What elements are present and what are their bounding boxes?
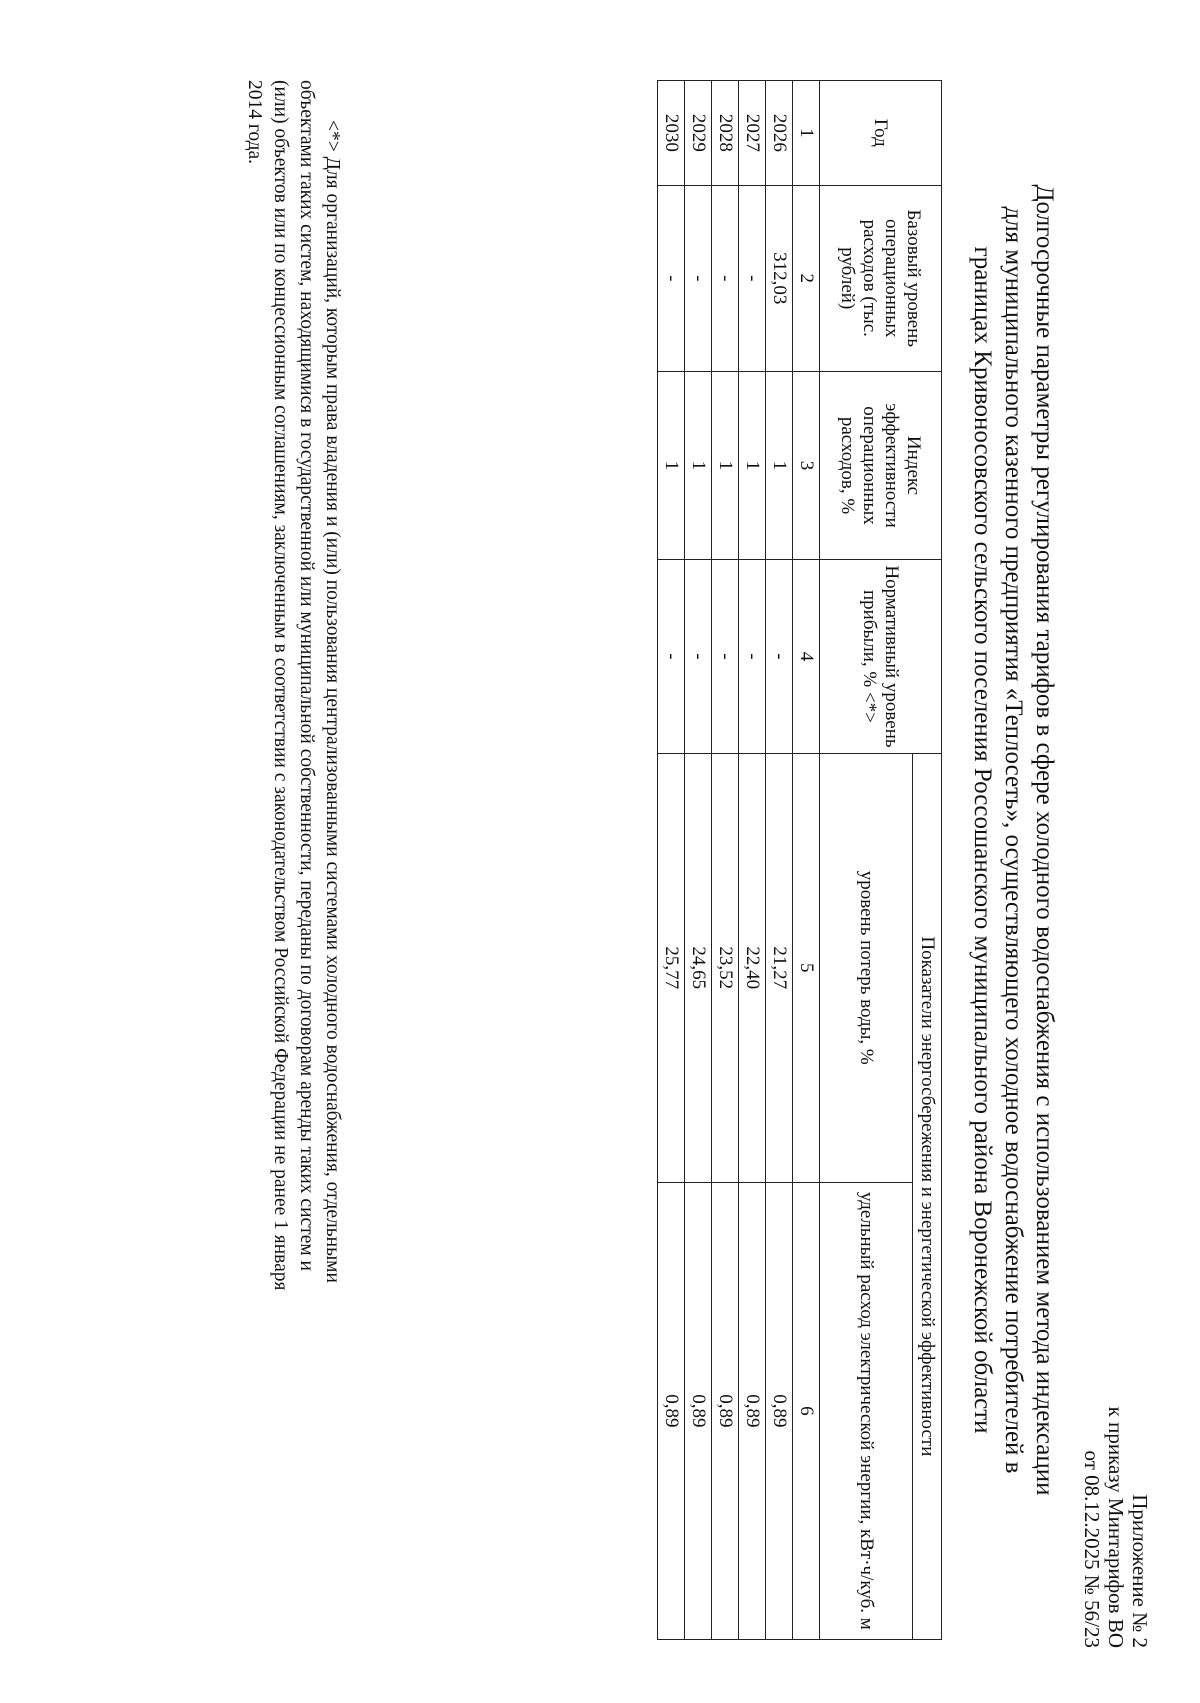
- header-year: Год: [820, 81, 942, 186]
- title-line-3: границах Кривоносовского сельского поселения Россошанского муниципального района Воронежской области: [969, 246, 996, 1434]
- cell-energy: 0,89: [685, 1182, 712, 1639]
- cell-energy: 0,89: [712, 1182, 739, 1639]
- cell-index: 1: [658, 371, 685, 559]
- title-line-2: для муниципального казенного предприятия «Теплосеть», осуществляющего холодное водоснабжение потребителей в: [1000, 206, 1027, 1474]
- cell-year: 2029: [685, 81, 712, 186]
- cell-water-loss: 25,77: [658, 753, 685, 1182]
- cell-index: 1: [739, 371, 766, 559]
- cell-water-loss: 21,27: [766, 753, 793, 1182]
- footnote-line-1: <*> Для организаций, которым права владения и (или) пользования централизованными системами холодного водоснабжения, отдельными: [322, 120, 343, 1283]
- col-number: 4: [793, 560, 820, 754]
- appendix-date: от 08.12.2025 № 56/23: [1080, 1450, 1104, 1648]
- footnote-line-3: (или) объектов или по концессионным соглашениям, заключенным в соответствии с законодательством Российской Федерации не ранее 1 января: [270, 80, 291, 1291]
- cell-water-loss: 24,65: [685, 753, 712, 1182]
- parameters-table: [657, 80, 942, 1640]
- cell-energy: 0,89: [739, 1182, 766, 1639]
- column-numbers-row: [793, 81, 820, 1640]
- cell-water-loss: 23,52: [712, 753, 739, 1182]
- cell-energy: 0,89: [766, 1182, 793, 1639]
- cell-index: 1: [685, 371, 712, 559]
- cell-profit: -: [766, 560, 793, 754]
- cell-energy: 0,89: [658, 1182, 685, 1639]
- cell-year: 2030: [658, 81, 685, 186]
- cell-profit: -: [685, 560, 712, 754]
- header-energy-consumption: удельный расход электрической энергии, кВт·ч/куб. м: [820, 1182, 913, 1639]
- appendix-order: к приказу Минтарифов ВО: [1104, 1406, 1128, 1648]
- cell-base: 312,03: [766, 185, 793, 371]
- cell-profit: -: [658, 560, 685, 754]
- table-row: [766, 81, 793, 1640]
- col-number: 2: [793, 185, 820, 371]
- cell-base: -: [685, 185, 712, 371]
- cell-profit: -: [739, 560, 766, 754]
- table-row: [685, 81, 712, 1640]
- header-profit-level: Нормативный уровень прибыли, % <*>: [820, 560, 942, 754]
- col-number: 5: [793, 753, 820, 1182]
- cell-water-loss: 22,40: [739, 753, 766, 1182]
- header-water-loss: уровень потерь воды, %: [820, 753, 913, 1182]
- footnote-line-4: 2014 года.: [244, 80, 265, 165]
- table-row: [658, 81, 685, 1640]
- cell-index: 1: [712, 371, 739, 559]
- header-base-expenses: Базовый уровень операционных расходов (тыс. рублей): [820, 185, 942, 371]
- header-energy-group: Показатели энергосбережения и энергетической эффективности: [913, 753, 942, 1639]
- header-row-1: [913, 81, 942, 1640]
- cell-index: 1: [766, 371, 793, 559]
- footnote-line-2: объектами таких систем, находящимися в государственной или муниципальной собственности, переданы по договорам аренды таких систем и: [296, 80, 317, 1271]
- col-number: 1: [793, 81, 820, 186]
- cell-year: 2028: [712, 81, 739, 186]
- header-efficiency-index: Индекс эффективности операционных расходов, %: [820, 371, 942, 559]
- cell-year: 2027: [739, 81, 766, 186]
- cell-base: -: [658, 185, 685, 371]
- cell-base: -: [739, 185, 766, 371]
- cell-year: 2026: [766, 81, 793, 186]
- appendix-reference: [1080, 1407, 1152, 1648]
- col-number: 6: [793, 1182, 820, 1639]
- cell-profit: -: [712, 560, 739, 754]
- title-line-1: Долгосрочные параметры регулирования тарифов в сфере холодного водоснабжения с использованием метода индексации: [1031, 184, 1058, 1496]
- document-title: [967, 60, 1060, 1620]
- cell-base: -: [712, 185, 739, 371]
- table-row: [712, 81, 739, 1640]
- appendix-number: Приложение № 2: [1128, 1494, 1152, 1648]
- col-number: 3: [793, 371, 820, 559]
- table-row: [739, 81, 766, 1640]
- footnote: [241, 80, 345, 1650]
